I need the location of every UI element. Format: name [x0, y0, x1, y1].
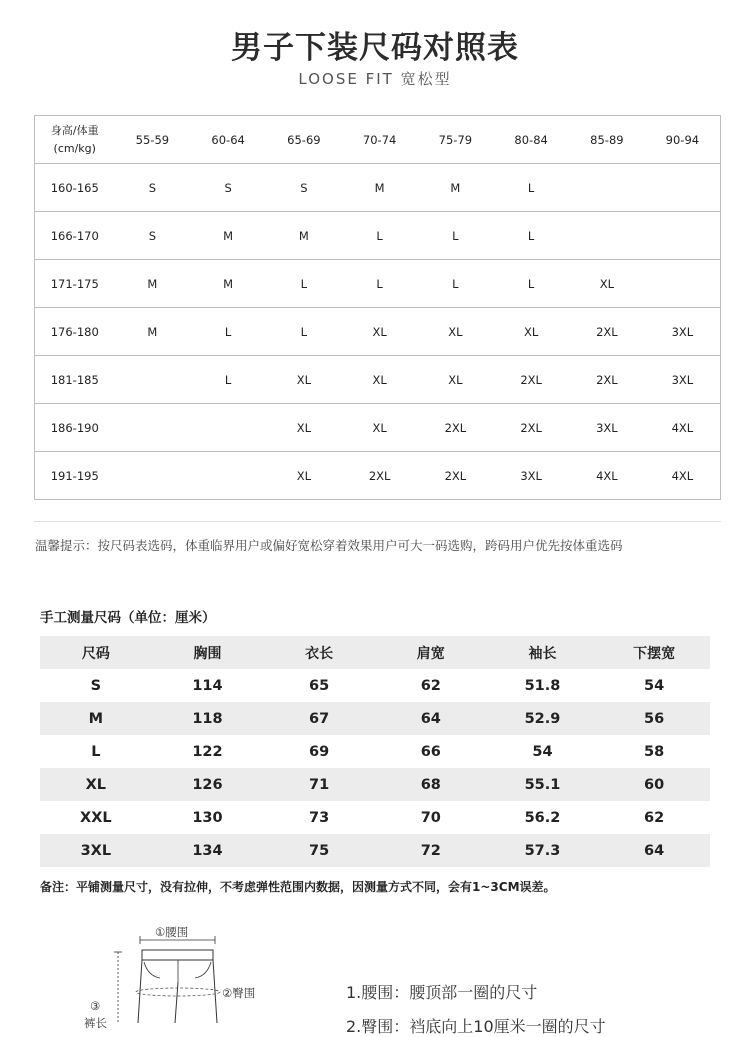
measurement-header-row: [40, 636, 710, 669]
size-cell: 2XL: [418, 404, 494, 452]
measurement-cell: 55.1: [487, 768, 599, 801]
measurement-cell: 64: [598, 834, 710, 867]
weight-header: 65-69: [287, 132, 321, 147]
height-cell: 186-190: [35, 404, 115, 452]
size-chart-header-row: [35, 116, 721, 164]
size-cell: [645, 212, 721, 260]
measurement-cell: 56: [598, 702, 710, 735]
measurement-cell: M: [40, 702, 152, 735]
size-cell: S: [266, 164, 342, 212]
measurement-cell: XL: [40, 768, 152, 801]
weight-header: 60-64: [211, 132, 245, 147]
size-cell: XL: [569, 260, 645, 308]
size-cell: XL: [266, 356, 342, 404]
measurement-cell: 118: [152, 702, 264, 735]
size-cell: 3XL: [493, 452, 569, 500]
size-cell: L: [342, 260, 418, 308]
size-cell: 2XL: [493, 356, 569, 404]
size-cell: L: [266, 308, 342, 356]
size-cell: XL: [418, 356, 494, 404]
height-cell: 166-170: [35, 212, 115, 260]
measurement-cell: 71: [263, 768, 375, 801]
measurement-cell: 134: [152, 834, 264, 867]
height-cell: 160-165: [35, 164, 115, 212]
height-cell: 191-195: [35, 452, 115, 500]
size-cell: 2XL: [569, 356, 645, 404]
measurement-cell: 57.3: [487, 834, 599, 867]
size-cell: XL: [493, 308, 569, 356]
hip-label: ②臀围: [222, 986, 256, 1000]
size-cell: L: [418, 260, 494, 308]
weight-header: 80-84: [514, 132, 548, 147]
measurement-cell: 3XL: [40, 834, 152, 867]
size-cell: XL: [342, 356, 418, 404]
size-tip: 温馨提示：按尺码表选码，体重临界用户或偏好宽松穿着效果用户可大一码选购，跨码用户优先按体重选码: [35, 538, 623, 553]
size-cell: 3XL: [645, 356, 721, 404]
size-cell: [115, 404, 191, 452]
measurement-cell: 56.2: [524, 809, 561, 826]
measurement-cell: 126: [152, 768, 264, 801]
size-cell: S: [115, 164, 191, 212]
weight-header: 55-59: [135, 132, 170, 147]
table-row: [35, 260, 721, 308]
size-cell: 4XL: [645, 404, 721, 452]
measurement-cell: 51.8: [524, 677, 561, 694]
size-cell: 4XL: [569, 452, 645, 500]
measurement-cell: 64: [375, 702, 487, 735]
size-cell: L: [190, 356, 266, 404]
length-number: ③: [90, 999, 101, 1013]
size-chart-table: [34, 115, 721, 500]
measurement-cell: 130: [192, 809, 223, 826]
size-cell: M: [342, 164, 418, 212]
waist-label: ①腰围: [155, 925, 189, 939]
table-row: [40, 702, 710, 735]
table-row: [35, 212, 721, 260]
section-divider: [34, 521, 721, 522]
measurement-header: 衣长: [263, 636, 375, 669]
corner-label-line2: (cm/kg): [53, 141, 96, 155]
table-row: [35, 308, 721, 356]
measurement-cell: 66: [420, 743, 441, 760]
length-label: 裤长: [84, 1016, 107, 1030]
table-row: [40, 834, 710, 867]
height-cell: 181-185: [35, 356, 115, 404]
table-row: [35, 404, 721, 452]
measurement-cell: S: [90, 677, 102, 694]
page-title: 男子下装尺码对照表: [231, 30, 519, 66]
table-row: [35, 164, 721, 212]
table-row: [40, 669, 710, 702]
size-cell: [190, 404, 266, 452]
size-cell: M: [190, 212, 266, 260]
measurement-title: 手工测量尺码（单位：厘米）: [40, 610, 216, 626]
corner-label-line1: 身高/体重: [50, 123, 99, 137]
size-cell: M: [266, 212, 342, 260]
measurement-table: [40, 636, 710, 867]
measurement-cell: 65: [309, 677, 330, 694]
size-cell: 3XL: [645, 308, 721, 356]
measurement-cell: 69: [309, 743, 330, 760]
height-cell: 176-180: [35, 308, 115, 356]
size-cell: L: [418, 212, 494, 260]
size-cell: L: [493, 212, 569, 260]
pants-diagram: [80, 920, 280, 1030]
measurement-cell: 75: [263, 834, 375, 867]
size-cell: [569, 212, 645, 260]
table-row: [40, 801, 710, 834]
measurement-header: 下摆宽: [598, 636, 710, 669]
size-cell: L: [342, 212, 418, 260]
size-cell: XL: [418, 308, 494, 356]
size-cell: [115, 452, 191, 500]
size-cell: M: [115, 260, 191, 308]
size-cell: 3XL: [569, 404, 645, 452]
measurement-cell: 54: [532, 743, 553, 760]
measurement-cell: XXL: [80, 809, 112, 826]
size-cell: [115, 356, 191, 404]
measurement-cell: 52.9: [487, 702, 599, 735]
size-cell: 2XL: [418, 452, 494, 500]
measurement-cell: 62: [420, 677, 441, 694]
measurement-cell: 70: [420, 809, 441, 826]
size-cell: L: [190, 308, 266, 356]
table-row: [40, 768, 710, 801]
size-cell: [645, 260, 721, 308]
size-cell: XL: [266, 404, 342, 452]
measurement-cell: 68: [375, 768, 487, 801]
table-row: [35, 452, 721, 500]
size-cell: 2XL: [569, 308, 645, 356]
size-cell: XL: [342, 404, 418, 452]
weight-header: 70-74: [362, 132, 397, 147]
measurement-header: 肩宽: [375, 636, 487, 669]
weight-header: 85-89: [590, 132, 624, 147]
page-subtitle: LOOSE FIT 宽松型: [298, 70, 452, 88]
measurement-cell: 73: [309, 809, 330, 826]
height-cell: 171-175: [35, 260, 115, 308]
size-cell: 4XL: [645, 452, 721, 500]
size-cell: L: [266, 260, 342, 308]
size-cell: [569, 164, 645, 212]
weight-header: 90-94: [665, 132, 700, 147]
corner-cell: [35, 116, 115, 164]
weight-header: 75-79: [438, 132, 473, 147]
measurement-cell: 72: [375, 834, 487, 867]
measurement-cell: L: [91, 743, 101, 760]
size-cell: XL: [342, 308, 418, 356]
measurement-cell: 54: [644, 677, 665, 694]
table-row: [35, 356, 721, 404]
description-hip: 2.臀围：裆底向上10厘米一圈的尺寸: [346, 1017, 606, 1036]
measurement-cell: 58: [644, 743, 665, 760]
measurement-header: 尺码: [40, 636, 152, 669]
size-cell: [645, 164, 721, 212]
size-cell: XL: [266, 452, 342, 500]
size-cell: M: [418, 164, 494, 212]
measurement-note: 备注：平铺测量尺寸，没有拉伸，不考虑弹性范围内数据，因测量方式不同，会有1~3CM误差。: [40, 880, 556, 894]
size-cell: S: [190, 164, 266, 212]
measurement-cell: 122: [192, 743, 223, 760]
size-cell: M: [115, 308, 191, 356]
measurement-header: 胸围: [152, 636, 264, 669]
size-cell: L: [493, 164, 569, 212]
measurement-header: 袖长: [487, 636, 599, 669]
measurement-cell: 114: [192, 677, 223, 694]
size-cell: S: [115, 212, 191, 260]
measurement-cell: 62: [644, 809, 665, 826]
size-cell: 2XL: [342, 452, 418, 500]
measurement-cell: 67: [263, 702, 375, 735]
description-waist: 1.腰围：腰顶部一圈的尺寸: [346, 983, 538, 1002]
measurement-cell: 60: [598, 768, 710, 801]
table-row: [40, 735, 710, 768]
size-cell: [190, 452, 266, 500]
size-cell: 2XL: [493, 404, 569, 452]
size-cell: L: [493, 260, 569, 308]
size-cell: M: [190, 260, 266, 308]
